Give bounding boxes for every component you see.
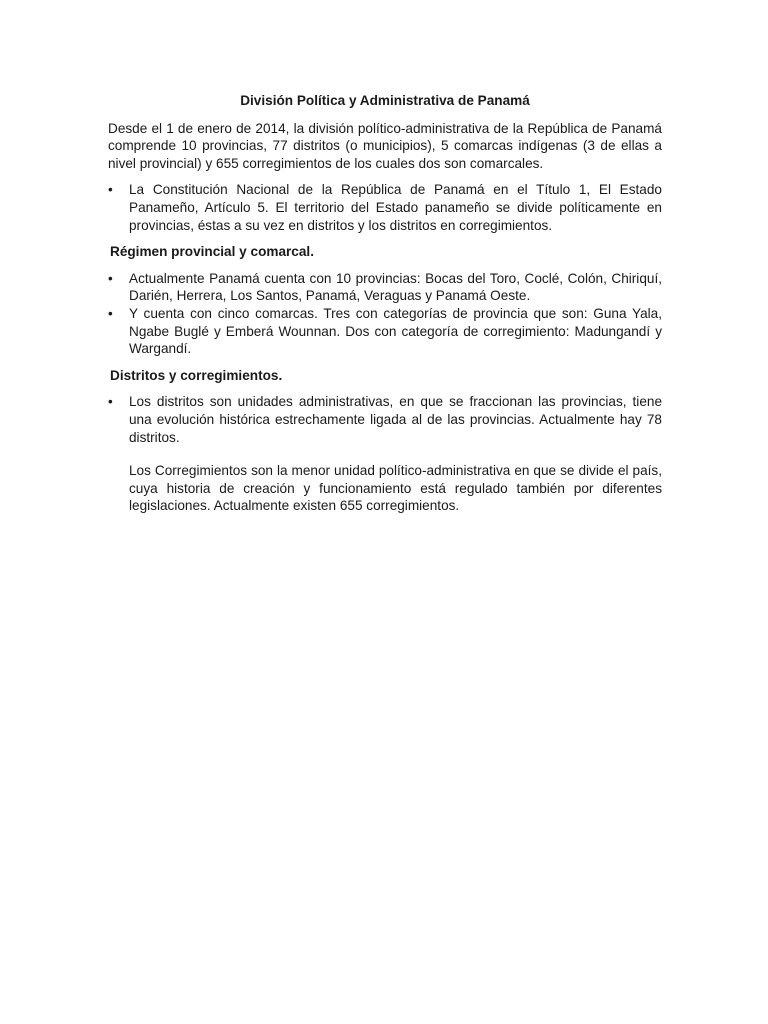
section-heading-regimen: Régimen provincial y comarcal. [110, 244, 314, 260]
bullet-icon: • [108, 394, 113, 410]
list-item [108, 393, 662, 446]
list-item [108, 270, 662, 305]
section-heading-distritos: Distritos y corregimientos. [110, 367, 283, 383]
bullet-icon: • [108, 305, 113, 321]
list-item-text: La Constitución Nacional de la República de Panamá en el Título 1, El Estado Panameño, Artículo 5. El territorio del Estado panameño se divide políticamente en provincias, éstas a su vez en distritos y los distritos en corregimientos. [129, 182, 662, 233]
document-page [108, 92, 662, 515]
list-item [108, 181, 662, 234]
list-item-text: Actualmente Panamá cuenta con 10 provincias: Bocas del Toro, Coclé, Colón, Chiriquí, Darién, Herrera, Los Santos, Panamá, Veraguas y Panamá Oeste. [129, 270, 662, 304]
corregimientos-paragraph: Los Corregimientos son la menor unidad político-administrativa en que se divide el país, cuya historia de creación y funcionamiento está regulado también por diferentes legislaciones. Actualmente existen 655 corregimientos. [129, 463, 662, 514]
list-item [108, 305, 662, 358]
list-item-text: Y cuenta con cinco comarcas. Tres con categorías de provincia que son: Guna Yala, Ngabe Buglé y Emberá Wounnan. Dos con categoría de corregimiento: Madungandí y Wargandí. [129, 305, 662, 357]
list-item-text: Los distritos son unidades administrativas, en que se fraccionan las provincias, tiene una evolución histórica estrechamente ligada al de las provincias. Actualmente hay 78 distritos. [129, 394, 662, 445]
bullet-icon: • [108, 182, 113, 198]
intro-paragraph: Desde el 1 de enero de 2014, la división político-administrativa de la República de Panamá comprende 10 provincias, 77 distritos (o municipios), 5 comarcas indígenas (3 de ellas a nivel provincial) y 655 corregimientos de los cuales dos son comarcales. [108, 120, 662, 171]
bullet-list-districts [108, 393, 662, 446]
bullet-list-constitution [108, 181, 662, 234]
bullet-icon: • [108, 270, 113, 286]
bullet-list-provinces [108, 270, 662, 358]
document-title: División Política y Administrativa de Panamá [240, 93, 530, 108]
